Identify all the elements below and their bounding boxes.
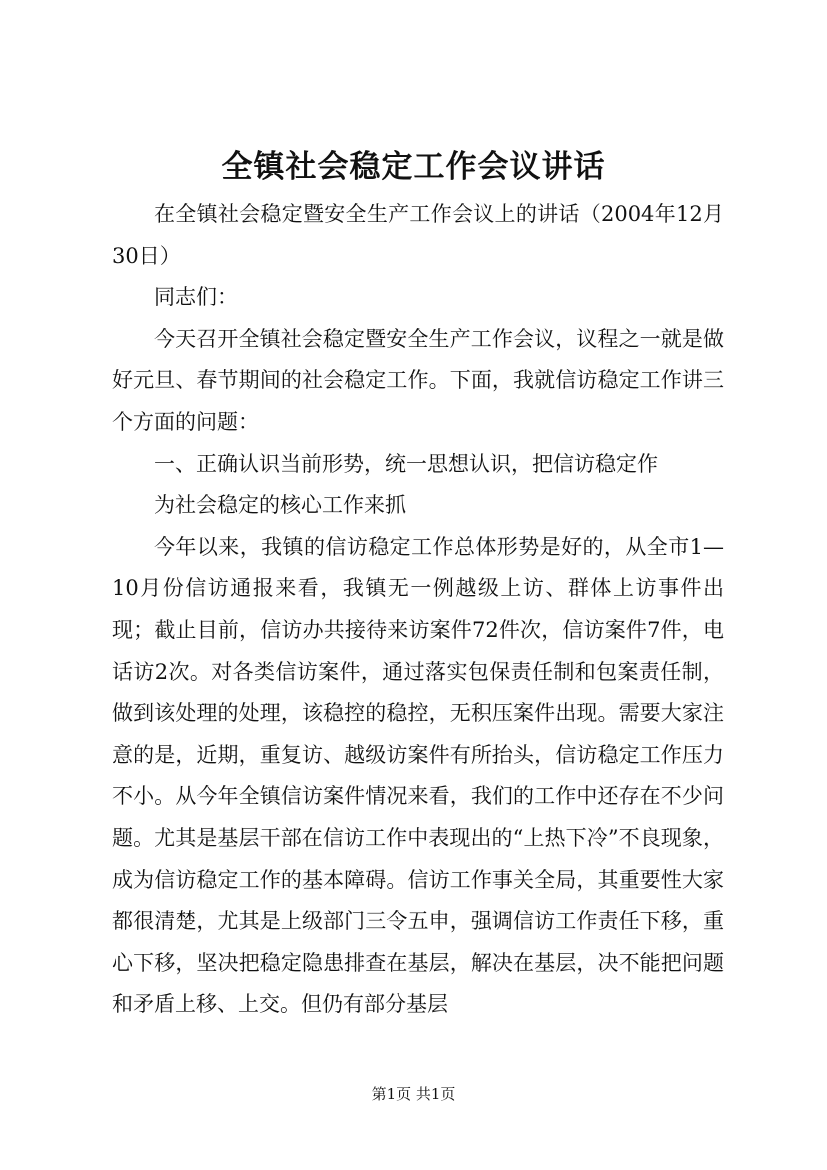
section-heading-line-2: 为社会稳定的核心工作来抓 (154, 493, 406, 518)
paragraph-body: 今年以来，我镇的信访稳定工作总体形势是好的，从全市1—10月份信访通报来看，我镇无一例越级上访、群体上访事件出现；截止目前，信访办共接待来访案件72件次，信访案件7件，电话访2次。对各类信访案件，通过落实包保责任制和包案责任制，做到该处理的处理，该稳控的稳控，无积压案件出现。需要大家注意的是，近期，重复访、越级访案件有所抬头，信访稳定工作压力不小。从今年全镇信访案件情况来看，我们的工作中还存在不少问题。尤其是基层干部在信访工作中表现出的“上热下冷”不良现象，成为信访稳定工作的基本障碍。信访工作事关全局，其重要性大家都很清楚，尤其是上级部门三令五申，强调信访工作责任下移，重心下移，坚决把稳定隐患排查在基层，解决在基层，决不能把问题和矛盾上移、上交。但仍有部分基层 (112, 534, 724, 1017)
paragraph-salutation: 同志们： (154, 285, 238, 310)
section-heading-line-1: 一、正确认识当前形势，统一思想认识，把信访稳定作 (154, 451, 658, 476)
paragraph-intro: 今天召开全镇社会稳定暨安全生产工作会议，议程之一就是做好元旦、春节期间的社会稳定工作。下面，我就信访稳定工作讲三个方面的问题： (112, 326, 724, 434)
page-number-footer: 第1页 共1页 (371, 1085, 456, 1103)
document-body (112, 194, 724, 1026)
document-title: 全镇社会稳定工作会议讲话 (221, 149, 606, 185)
paragraph-subtitle: 在全镇社会稳定暨安全生产工作会议上的讲话（2004年12月30日） (112, 202, 724, 268)
